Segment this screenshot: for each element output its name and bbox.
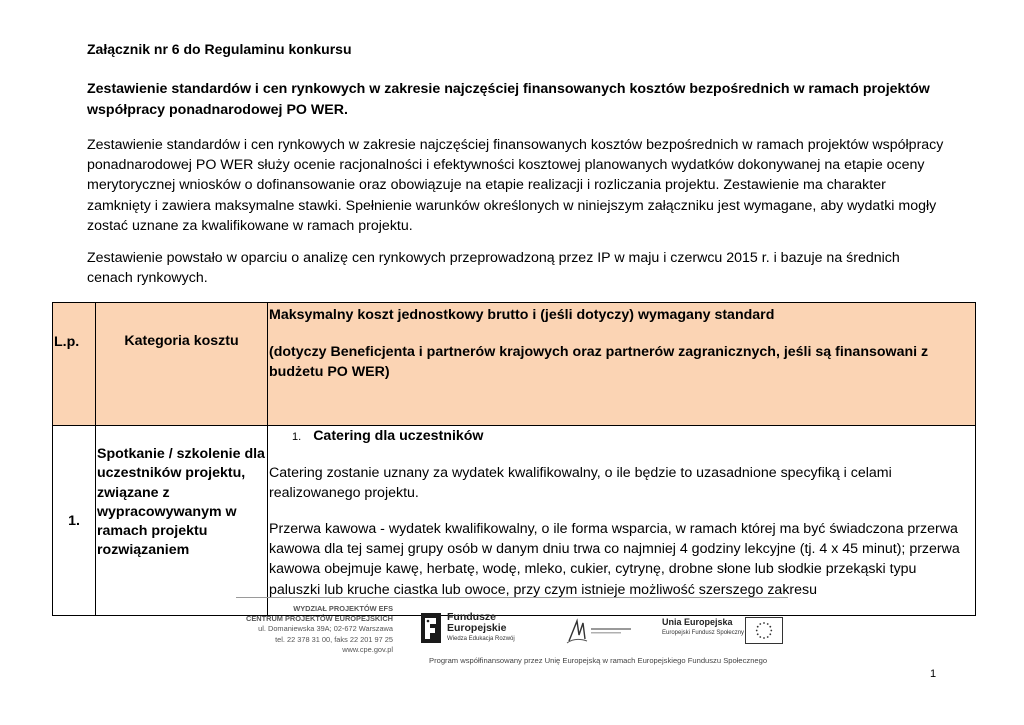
- fe-name-line1: Fundusze: [447, 611, 496, 623]
- header-category: Kategoria kosztu: [96, 303, 268, 426]
- cpe-address-block: [236, 604, 393, 655]
- cpe-address: ul. Domaniewska 39A; 02-672 Warszawa: [258, 624, 393, 634]
- eu-flag-icon: [745, 617, 783, 644]
- eu-logo-subtitle: Europejski Fundusz Społeczny: [662, 630, 745, 636]
- coffee-break-paragraph: Przerwa kawowa - wydatek kwalifikowalny, o ile forma wsparcia, w ramach której ma być świadczona przerwa kawowa dla tej samej grupy osób w danym dniu trwa co najmniej 4 godziny lekcyjne (tj. 4 x 45 minut); przerwa kawowa obejmuje kawę, herbatę, wodę, mleko, cukier, cytrynę, drobne słone lub słodkie przekąski typu paluszki lub kruche ciastka lub owoce, przy czym istnieje możliwość szerszego zakresu: [269, 521, 960, 598]
- table-row: [53, 426, 976, 616]
- row-lp: 1.: [53, 426, 96, 616]
- subsection-heading: [292, 428, 483, 444]
- cpe-name: CENTRUM PROJEKTÓW EUROPEJSKICH: [245, 614, 393, 624]
- fundusze-europejskie-logo-icon: [420, 612, 442, 644]
- row-standard: [268, 426, 976, 616]
- header-standard-line2: (dotyczy Beneficjenta i partnerów krajowych oraz partnerów zagranicznych, jeśli są finansowani z budżetu PO WER): [269, 344, 929, 380]
- fe-logo-text: [447, 612, 507, 634]
- page-number: 1: [930, 668, 937, 680]
- intro-paragraph: Zestawienie standardów i cen rynkowych w zakresie najczęściej finansowanych kosztów bezpośrednich w ramach projektów współpracy ponadnarodowej PO WER służy ocenie racjonalności i efektywności kosztowej planowanych wydatków dokonywanej na etapie oceny merytorycznej wniosków o dofinansowanie oraz obowiązuje na etapie realizacji i rozliczania projektu. Zestawienie ma charakter zamknięty i zawiera maksymalne stawki. Spełnienie warunków określonych w niniejszym załączniku jest wymagane, aby wydatki mogły zostać uznane za kwalifikowane w ramach projektu.: [87, 137, 944, 234]
- source-paragraph: Zestawienie powstało w oparciu o analizę cen rynkowych przeprowadzoną przez IP w maju i czerwcu 2015 r. i bazuje na średnich cenach rynkowych.: [87, 250, 900, 287]
- cpe-phone: tel. 22 378 31 00, faks 22 201 97 25: [275, 634, 393, 644]
- eu-logo-text: Unia Europejska: [662, 617, 733, 627]
- cpe-department: WYDZIAŁ PROJEKTÓW EFS: [293, 604, 393, 613]
- header-standard: [268, 303, 976, 426]
- fe-subtitle: Wiedza Edukacja Rozwój: [447, 636, 515, 642]
- fe-name-line2: Europejskie: [447, 622, 507, 634]
- cpe-logo-icon: [565, 615, 645, 647]
- program-cofinancing-note: Program współfinansowany przez Unię Europejską w ramach Europejskiego Funduszu Społecznego: [429, 656, 768, 665]
- document-title: Zestawienie standardów i cen rynkowych w zakresie najczęściej finansowanych kosztów bezpośrednich w ramach projektów współpracy ponadnarodowej PO WER.: [87, 81, 930, 118]
- header-lp: L.p.: [53, 303, 96, 426]
- subsection-number: 1.: [292, 431, 302, 443]
- cost-standards-table: [52, 302, 976, 616]
- catering-paragraph: Catering zostanie uznany za wydatek kwalifikowalny, o ile będzie to uzasadnione specyfiką i celami realizowanego projektu.: [269, 465, 892, 501]
- row-category: Spotkanie / szkolenie dla uczestników projektu, związane z wypracowywanym w ramach projektu rozwiązaniem: [96, 426, 268, 616]
- table-header-row: [53, 303, 976, 426]
- subsection-title: Catering dla uczestników: [313, 428, 484, 444]
- header-standard-line1: Maksymalny koszt jednostkowy brutto i (jeśli dotyczy) wymagany standard: [269, 307, 775, 323]
- cpe-website: www.cpe.gov.pl: [342, 644, 393, 654]
- attachment-title: Załącznik nr 6 do Regulaminu konkursu: [87, 41, 352, 57]
